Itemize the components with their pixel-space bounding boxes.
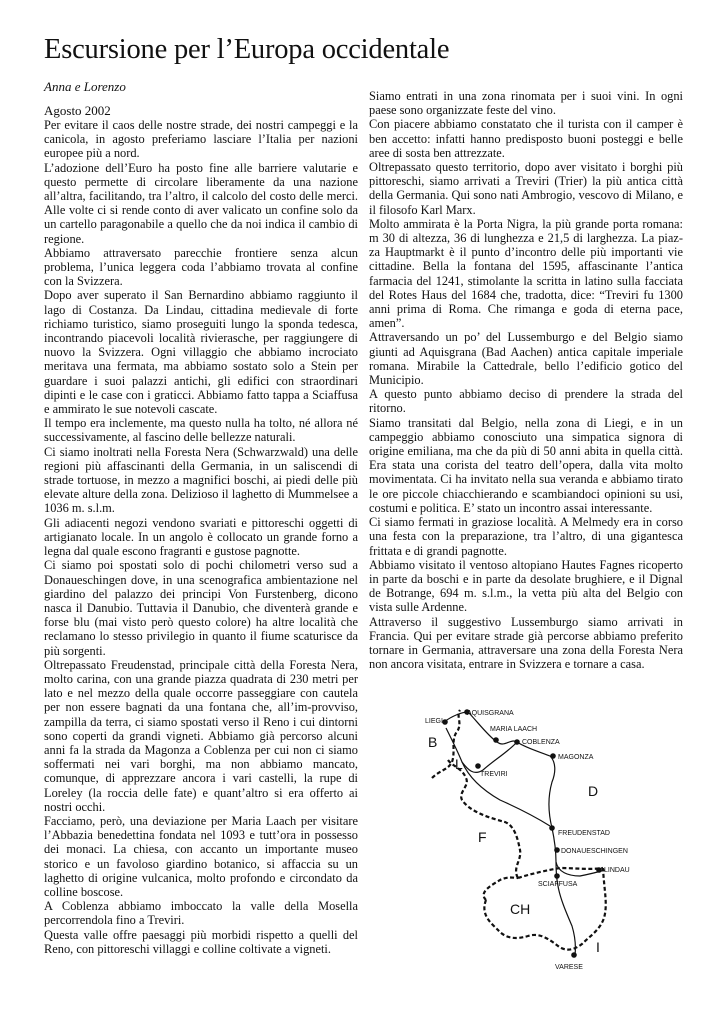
country-label: D xyxy=(588,783,599,799)
country-label: I xyxy=(596,939,600,955)
city-label: SCIAFFUSA xyxy=(538,881,578,888)
paragraph: Gli adiacenti negozi vendono svariati e pittoreschi oggetti di artigianato locale. In un angolo è collocato un grande forno a legna dal quale escono fragranti e gustose pagnotte. xyxy=(44,515,358,559)
paragraph: Siamo entrati in una zona rinomata per i suoi vini. In ogni paese sono organizzate feste del vino. xyxy=(369,89,683,118)
country-label: B xyxy=(428,734,438,750)
paragraph: Siamo transitati dal Belgio, nella zona di Liegi, e in un campeggio abbiamo conosciuto una simpatica signora di origine emiliana, ma che da più di 50 anni abita in quella città. Era stata una corista del teatro dell’opera, dalla vita molto movimentata. Ci ha invitato nella sua veranda e abbiamo tirato le ore piccole chiacchierando e scambiandoci opinioni su usi, costumi e politica. E’ stato un incontro assai interessante. xyxy=(369,415,683,515)
country-label: F xyxy=(478,829,487,845)
paragraph: A Coblenza abbiamo imboccato la valle della Mosella percorrendola fino a Treviri. xyxy=(44,899,358,928)
article-date: Agosto 2002 xyxy=(44,103,111,118)
border-line xyxy=(484,878,518,901)
city-label: TREVIRI xyxy=(480,771,508,778)
paragraph: Oltrepassato Freudenstad, principale città della Foresta Nera, molto carina, con una grande piazza quadrata di 230 metri per lato e nel mezzo della quale occorre passeggiare con cautela per non essere bagnati da una fontana che, all’im-provviso, zampilla da terra, ci siamo spostati verso il Reno i cui dintorni sono coperti da grandi vigneti. Abbiamo già percorso alcuni anni fa la strada da Magonza a Coblenza per cui non ci siamo soffermati nei vari borghi, ma non abbiamo mancato, comunque, di apprezzare ancora i vari castelli, la rupe di Loreley (la roccia delle fate) e quant’altro si era offerto ai nostri occhi. xyxy=(44,657,358,814)
paragraph: A questo punto abbiamo deciso di prendere la strada del ritorno. xyxy=(369,387,683,416)
city-dot xyxy=(596,867,602,873)
city-label: MAGONZA xyxy=(558,754,594,761)
paragraph: L’adozione dell’Euro ha posto fine alle barriere valutarie e questo permette di circolare liberamente da una nazione all’altra, facilitando, tra l’altro, il calcolo del costo delle merci. Alle volte ci si rende conto di aver valicato un confine solo da un cartello paragonabile a quello che da noi indica il cambio di regione. xyxy=(44,160,358,246)
paragraph: Il tempo era inclemente, ma questo nulla ha tolto, né allora né successivamente, al fascino delle bellezze naturali. xyxy=(44,416,358,445)
route-map xyxy=(419,704,639,976)
city-dot xyxy=(571,952,577,958)
country-label: CH xyxy=(510,901,531,917)
city-label: MARIA LAACH xyxy=(490,726,538,733)
paragraph: Attraversando un po’ del Lussemburgo e del Belgio siamo giunti ad Aquisgrana (Bad Aachen) antica capitale imperiale romana. Mirabile la Cattedrale, bello l’edificio gotico del Municipio. xyxy=(369,330,683,388)
city-label: LIEGI xyxy=(425,718,443,725)
text-column-left xyxy=(44,103,358,956)
border-line xyxy=(518,868,603,878)
country-label: L xyxy=(455,756,463,772)
city-label: AQUISGRANA xyxy=(467,710,514,717)
paragraph: Con piacere abbiamo constatato che il turista con il camper è ben accetto: infatti hanno predisposto buoni posteggi e belle aree di sosta ben attrezzate. xyxy=(369,117,683,160)
paragraph: Questa valle offre paesaggi più morbidi rispetto a quelli del Reno, con pittoreschi villaggi e colline coltivate a vigneti. xyxy=(44,927,358,956)
text-column-right xyxy=(369,89,683,671)
paragraph: Attraverso il suggestivo Lussemburgo siamo arrivati in Francia. Qui per evitare strade già percorse abbiamo preferito tornare in Germania, attraversare una zona della Foresta Nera non ancora visitata, entrare in Svizzera e tornare a casa. xyxy=(369,614,683,672)
city-dot xyxy=(475,763,481,769)
city-label: LINDAU xyxy=(604,867,630,874)
paragraph: Oltrepassato questo territorio, dopo aver visitato i borghi più pittoreschi, siamo arrivati a Treviri (Trier) la più antica città della Germania. Qui sono nati Ambrogio, vescovo di Milano, e il filosofo Karl Marx. xyxy=(369,160,683,217)
paragraph: Ci siamo poi spostati solo di pochi chilometri verso sud a Donaueschingen dove, in una scenografica ambientazione nel giardino del palazzo dei principi Von Furstenberg, dicono nasca il Danubio. Tuttavia il Danubio, che diventerà grande e forse blu (mai visto però questo colore) ha altre località che reclamano lo stesso privilegio in quanto il fiume scaturisce da più sorgenti. xyxy=(44,558,358,658)
city-dot xyxy=(549,825,555,831)
article-authors: Anna e Lorenzo xyxy=(44,79,126,94)
city-label: COBLENZA xyxy=(522,739,560,746)
paragraph: Ci siamo fermati in graziose località. A Melmedy era in corso una festa con la preparazione, tra l’altro, di una gigantesca frittata e di grandi pagnotte. xyxy=(369,515,683,558)
city-dot xyxy=(554,873,560,879)
city-label: FREUDENSTAD xyxy=(558,830,610,837)
city-dot xyxy=(493,737,499,743)
paragraph: Molto ammirata è la Porta Nigra, la più grande porta romana: m 30 di altezza, 36 di lunghezza e 21,5 di larghezza. La piaz-za Hauptmarkt è il punto d’incontro delle più importanti vie cittadine. Bella la fontana del 1595, affascinante l’antica farmacia del 1241, stimolante la scritta in latino sulla facciata del Rotes Haus del 1684 che, tradotta, dice: “Treviri fu 1300 anni prima di Roma. Che rimanga e goda di eterna pace, amen”. xyxy=(369,216,683,331)
paragraph: Ci siamo inoltrati nella Foresta Nera (Schwarzwald) una delle regioni più affascinanti della Germania, in un saliscendi di strade tortuose, in mezzo a magnifici boschi, ai piedi delle più elevate alture della zona. Delizioso il laghetto di Mummelsee a 1036 m. s.l.m. xyxy=(44,444,358,516)
city-label: VARESE xyxy=(555,964,583,971)
paragraph: Abbiamo attraversato parecchie frontiere senza alcun problema, l’unica leggera coda l’abbiamo trovata al confine con la Svizzera. xyxy=(44,245,358,289)
country-labels xyxy=(428,734,600,955)
city-dot xyxy=(514,739,520,745)
city-dot xyxy=(550,753,556,759)
paragraph: Dopo aver superato il San Bernardino abbiamo raggiunto il lago di Costanza. Da Lindau, cittadina medievale di forte richiamo turistico, siamo proseguiti lungo la sponda tedesca, incontrando piacevoli località rivierasche, per raggiungere di nuovo la Svizzera. Ogni villaggio che abbiamo incrociato meritava una fermata, ma abbiamo sostato solo a Stein per guardare i suoi palazzi antichi, gli edifici con straordinari dipinti e le case con i graticci. Abbiamo fatto tappa a Sciaffusa e ammirato le sue notevoli cascate. xyxy=(44,288,358,417)
city-label: DONAUESCHINGEN xyxy=(561,848,628,855)
paragraph: Abbiamo visitato il ventoso altopiano Hautes Fagnes ricoperto in parte da boschi e in parte da desolate brughiere, e il Dignal de Botrange, 694 m. s.l.m., la vetta più alta del Belgio con vista sulle Ardenne. xyxy=(369,557,683,615)
article-title: Escursione per l’Europa occidentale xyxy=(44,34,450,65)
paragraph: Facciamo, però, una deviazione per Maria Laach per visitare l’Abbazia benedettina fondata nel 1093 e tutt’ora in possesso dei monaci. La chiesa, con accanto un importante museo storico e un favoloso giardino botanico, si affaccia su un laghetto di origine vulcanica, molto profondo e circondato da colline boscose. xyxy=(44,813,358,899)
city-dot xyxy=(442,719,448,725)
city-dot xyxy=(554,847,560,853)
paragraph: Per evitare il caos delle nostre strade, dei nostri campeggi e la canicola, in agosto preferiamo lasciare l’Italia per nazioni europee più a nord. xyxy=(44,118,358,161)
